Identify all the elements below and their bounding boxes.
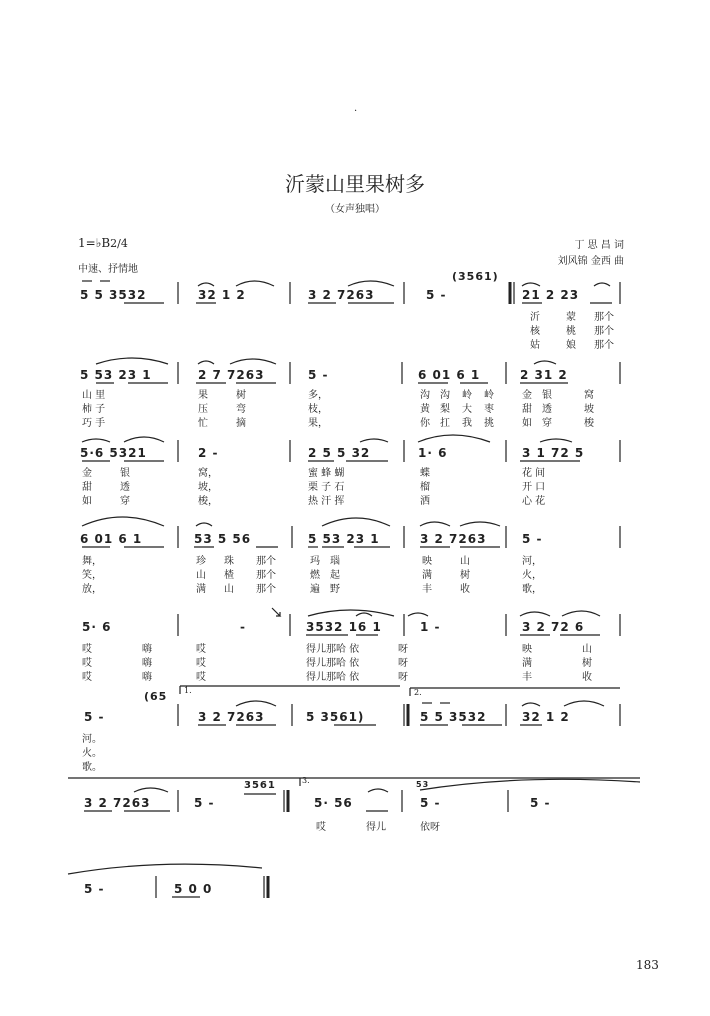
lyric-2-1-g: 岭: [462, 390, 472, 401]
volta-3-label: 3.: [302, 776, 310, 785]
breath-arrow: [272, 608, 280, 616]
time-signature: 2/4: [110, 237, 128, 250]
slur: [356, 613, 372, 616]
notes-2-4: 6 01 6 1: [418, 368, 481, 382]
lyric-4-3-d: 那个: [256, 584, 276, 595]
lyric-5-3-g: 收: [582, 672, 592, 683]
lyric-2-1-e: 沟: [420, 390, 430, 401]
lyric-4-3-e: 遍: [310, 584, 320, 595]
lyric-4-2-g: 满: [422, 570, 432, 581]
slur: [522, 703, 540, 706]
slur: [82, 517, 164, 526]
lyric-3-3-a: 如: [82, 496, 92, 507]
lyric-5-3-a: 哎: [82, 672, 92, 683]
lyric-4-1-a: 舞，: [82, 556, 102, 567]
lyric-2-3-b: 忙: [198, 418, 208, 429]
lyric-6-3: 歌。: [82, 762, 102, 773]
lyric-4-1-h: 山: [460, 556, 470, 567]
lyric-4-3-i: 歌，: [522, 584, 542, 595]
lyric-3-1-c: 窝，: [198, 468, 218, 479]
slur: [420, 779, 640, 790]
volta-2-label: 2.: [414, 688, 422, 697]
notes-6-3: 3 2 7263: [198, 710, 265, 724]
notes-7-5: 53: [416, 780, 430, 789]
notes-5-5: 3 2 72 6: [522, 620, 585, 634]
notes-8-1: 5 -: [84, 882, 105, 896]
lyric-2-2-k: 坡: [584, 404, 594, 415]
notes-3-2: 2 -: [198, 446, 219, 460]
notes-7-6: 5 -: [420, 796, 441, 810]
lyric-2-3-e: 你: [420, 418, 430, 429]
notes-1-2: 32 1 2: [198, 288, 246, 302]
lyric-2-1-b: 果: [198, 390, 208, 401]
lyric-2-3-g: 我: [462, 418, 472, 429]
lyric-5-3-b: 嗨: [142, 672, 152, 683]
lyric-3-2-f: 开 口: [522, 482, 546, 493]
notes-6-5: 5 5 3532: [420, 710, 487, 724]
lyric-2-1-c: 树: [236, 390, 246, 401]
lyric-4-1-g: 映: [422, 556, 432, 567]
lyric-2-1-i: 金: [522, 390, 532, 401]
page-number: 183: [636, 958, 659, 972]
lyric-5-3-d: 得儿那哈 依: [306, 672, 360, 683]
lyric-5-1-a: 哎: [82, 644, 92, 655]
slur: [368, 789, 388, 792]
lyric-4-3-g: 丰: [422, 584, 432, 595]
notes-5-4: 1 -: [420, 620, 441, 634]
lyric-1-3-c: 那个: [594, 340, 614, 351]
notes-8-2: 5 0 0: [174, 882, 213, 896]
lyric-1-2-b: 桃: [566, 326, 576, 337]
slur: [96, 358, 168, 364]
lyric-1-1-c: 那个: [594, 312, 614, 323]
notes-7-4: 5· 56: [314, 796, 353, 810]
notes-3-4: 1· 6: [418, 446, 448, 460]
notes-6-6: 32 1 2: [522, 710, 570, 724]
lyric-5-3-c: 哎: [196, 672, 206, 683]
lyric-5-3-e: 呀: [398, 672, 408, 683]
notes-7-1: 3 2 7263: [84, 796, 151, 810]
lyric-2-1-j: 银: [542, 390, 552, 401]
song-subtitle: （女声独唱）: [325, 204, 385, 215]
notes-3-5: 3 1 72 5: [522, 446, 585, 460]
lyric-3-2-a: 甜: [82, 482, 92, 493]
notes-7-2: 5 -: [194, 796, 215, 810]
lyric-4-1-d: 那个: [256, 556, 276, 567]
slur: [134, 788, 168, 792]
lyric-7-a: 哎: [316, 822, 326, 833]
lyric-4-3-a: 放，: [82, 584, 102, 595]
slur: [564, 701, 604, 706]
lyric-2-1-f: 沟: [440, 390, 450, 401]
lyric-5-1-g: 山: [582, 644, 592, 655]
tempo-marking: 中速、抒情地: [78, 264, 138, 275]
lyric-2-2-c: 弯: [236, 404, 246, 415]
lyric-2-2-b: 压: [198, 404, 208, 415]
lyric-5-2-d: 得儿那哈 依: [306, 658, 360, 669]
notes-5-3: 3532 16 1: [306, 620, 382, 634]
slur: [408, 613, 428, 616]
lyric-6-1: 河。: [82, 734, 102, 745]
lyric-2-2-h: 枣: [484, 404, 494, 415]
lyric-4-3-f: 野: [330, 584, 340, 595]
lyric-5-1-d: 得儿那哈 依: [306, 644, 360, 655]
lyric-2-1-d: 多，: [308, 390, 328, 401]
lyric-2-2-d: 枝，: [308, 404, 328, 415]
lyric-2-2-g: 大: [462, 404, 472, 415]
slur: [124, 437, 164, 442]
key-text: 1=♭B: [78, 236, 111, 250]
slur: [196, 523, 212, 526]
lyric-2-3-h: 挑: [484, 418, 494, 429]
notes-6-1: 5 -: [84, 710, 105, 724]
lyric-3-3-d: 热 汗 挥: [308, 496, 345, 507]
song-title: 沂蒙山里果树多: [285, 172, 425, 196]
lyric-4-2-b: 山: [196, 570, 206, 581]
lyric-4-3-c: 山: [224, 584, 234, 595]
slur: [540, 439, 572, 442]
slur: [594, 283, 610, 286]
lyric-2-3-i: 如: [522, 418, 532, 429]
lyric-3-2-c: 坡，: [198, 482, 218, 493]
lyric-3-3-e: 洒: [420, 496, 430, 507]
slur: [348, 281, 394, 286]
lyric-4-2-i: 火，: [522, 570, 542, 581]
slur: [198, 283, 214, 286]
notes-4-1: 6 01 6 1: [80, 532, 143, 546]
lyric-4-2-d: 那个: [256, 570, 276, 581]
notes-1-5: (3561): [452, 270, 499, 283]
lyric-2-3-c: 摘: [236, 418, 246, 429]
slur: [322, 518, 390, 526]
notes-6-4: 5 3561): [306, 710, 365, 724]
lyric-2-3-j: 穿: [542, 418, 552, 429]
slur: [230, 359, 276, 364]
notes-7-7: 5 -: [530, 796, 551, 810]
lyric-1-2-a: 核: [530, 326, 540, 337]
lyric-4-1-c: 珠: [224, 556, 234, 567]
lyric-2-1-h: 岭: [484, 390, 494, 401]
lyric-5-2-g: 树: [582, 658, 592, 669]
lyric-4-2-f: 起: [330, 570, 340, 581]
notes-4-3: 5 53 23 1: [308, 532, 380, 546]
notes-2-1: 5 53 23 1: [80, 368, 152, 382]
lyric-5-1-e: 呀: [398, 644, 408, 655]
lyric-5-1-b: 嗨: [142, 644, 152, 655]
lyric-4-1-b: 珍: [196, 556, 206, 567]
lyric-2-2-j: 透: [542, 404, 552, 415]
lyric-6-2: 火。: [82, 748, 102, 759]
lyric-3-1-b: 银: [120, 468, 130, 479]
lyric-4-2-e: 燃: [310, 570, 320, 581]
slur: [460, 522, 500, 526]
notes-3-3: 2 5 5 32: [308, 446, 371, 460]
lyric-3-2-b: 透: [120, 482, 130, 493]
lyric-4-3-h: 收: [460, 584, 470, 595]
lyric-4-3-b: 满: [196, 584, 206, 595]
slur: [82, 439, 110, 442]
lyric-7-b: 得儿: [366, 822, 386, 833]
composer: 刘风锦 金西 曲: [557, 256, 624, 267]
notes-7-3: 3561: [244, 780, 276, 791]
slur: [534, 361, 556, 364]
lyric-4-2-c: 楂: [224, 570, 234, 581]
notes-4-2: 53 5 56: [194, 532, 252, 546]
lyric-5-2-a: 哎: [82, 658, 92, 669]
lyric-5-2-f: 满: [522, 658, 532, 669]
slur: [198, 361, 214, 364]
notes-1-6: 21 2 23: [522, 288, 580, 302]
lyric-5-2-c: 哎: [196, 658, 206, 669]
slur: [308, 610, 394, 616]
notes-2-5: 2 31 2: [520, 368, 568, 382]
lyric-1-2-c: 那个: [594, 326, 614, 337]
lyric-2-2-i: 甜: [522, 404, 532, 415]
lyric-2-2-a: 柿 子: [82, 404, 106, 415]
slur: [236, 701, 276, 706]
volta-1-label: 1.: [184, 686, 192, 695]
notes-3-1: 5·6 5321: [80, 446, 147, 460]
notes-4-5: 5 -: [522, 532, 543, 546]
lyric-5-2-b: 嗨: [142, 658, 152, 669]
lyric-3-3-c: 梭，: [198, 496, 218, 507]
lyric-5-1-c: 哎: [196, 644, 206, 655]
lyric-3-3-f: 心 花: [522, 496, 546, 507]
lyric-1-1-b: 蒙: [566, 312, 576, 323]
lyric-2-3-a: 巧 手: [82, 418, 106, 429]
lyric-4-1-e: 玛: [310, 556, 320, 567]
slur: [68, 864, 262, 874]
lyric-3-3-b: 穿: [120, 496, 130, 507]
notes-4-4: 3 2 7263: [420, 532, 487, 546]
lyric-3-1-a: 金: [82, 468, 92, 479]
notes-2-2: 2 7 7263: [198, 368, 265, 382]
notes-5-1: 5· 6: [82, 620, 112, 634]
notes-5-2: -: [240, 620, 246, 634]
lyric-3-1-f: 花 间: [522, 468, 546, 479]
slur: [562, 611, 600, 616]
lyric-5-3-f: 丰: [522, 672, 532, 683]
lyric-7-c: 依呀: [420, 822, 440, 833]
slur: [236, 281, 274, 286]
notes-1-3: 3 2 7263: [308, 288, 375, 302]
speck: .: [354, 103, 358, 114]
slur: [522, 283, 540, 286]
slur: [520, 612, 550, 616]
lyric-5-1-f: 映: [522, 644, 532, 655]
slur: [418, 435, 490, 442]
lyric-5-2-e: 呀: [398, 658, 408, 669]
lyric-2-3-k: 梭: [584, 418, 594, 429]
lyric-3-2-d: 栗 子 石: [308, 482, 345, 493]
lyric-1-3-a: 姑: [530, 340, 540, 351]
notes-2-3: 5 -: [308, 368, 329, 382]
lyric-4-2-h: 树: [460, 570, 470, 581]
lyric-4-1-f: 瑙: [330, 556, 340, 567]
lyric-2-1-k: 窝: [584, 390, 594, 401]
lyric-2-2-e: 黄: [420, 404, 430, 415]
lyric-1-1-a: 沂: [530, 312, 540, 323]
notes-1-1: 5 5 3532: [80, 288, 147, 302]
lyric-3-1-d: 蜜 蜂 蝴: [308, 468, 345, 479]
lyric-1-3-b: 娘: [566, 340, 576, 351]
notes-1-4: 5 -: [426, 288, 447, 302]
slur: [420, 522, 450, 526]
lyric-4-1-i: 河，: [522, 556, 542, 567]
lyric-2-3-f: 扛: [440, 418, 450, 429]
lyric-2-2-f: 梨: [440, 404, 450, 415]
lyric-2-3-d: 果，: [308, 418, 328, 429]
notes-6-2: (65: [144, 690, 168, 703]
lyric-3-1-e: 蝶: [420, 468, 430, 479]
lyric-3-2-e: 榴: [420, 482, 430, 493]
lyric-2-1-a: 山 里: [82, 390, 106, 401]
slur: [360, 439, 388, 442]
lyric-4-2-a: 笑，: [82, 570, 102, 581]
lyricist: 丁 思 昌 词: [574, 240, 624, 251]
